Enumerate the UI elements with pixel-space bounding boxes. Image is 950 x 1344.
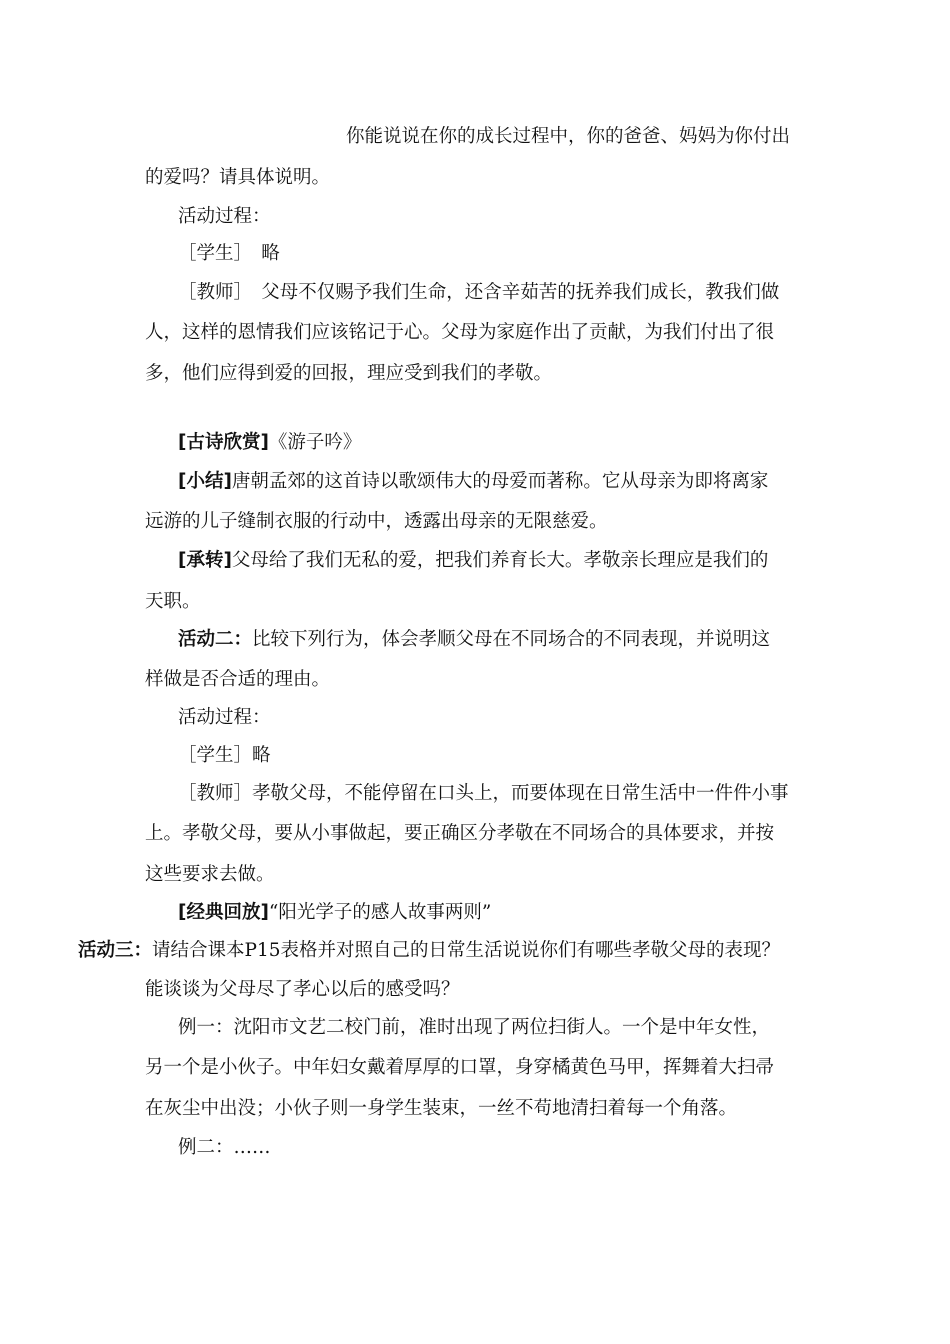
activity2-process-label: 活动过程：	[178, 707, 271, 728]
activity-process-label: 活动过程：	[178, 206, 271, 227]
example1-line-3: 在灰尘中出没；小伙子则一身学生装束，一丝不苟地清扫着每一个角落。	[145, 1098, 738, 1119]
activity2-teacher-line-3: 这些要求去做。	[145, 864, 275, 885]
activity3-label: 活动三：	[78, 940, 153, 961]
activity2-line-1	[178, 628, 770, 652]
transition-line-1	[178, 549, 768, 573]
classic-label: [经典回放]	[178, 902, 269, 923]
activity3-text-1: 请结合课本P15表格并对照自己的日常生活说说你们有哪些孝敬父母的表现？	[152, 940, 781, 961]
classic-title: “阳光学子的感人故事两则”	[268, 902, 492, 923]
summary-line-2: 远游的儿子缝制衣服的行动中，透露出母亲的无限慈爱。	[145, 511, 608, 532]
student-response: ［学生］ 略	[178, 243, 280, 264]
activity2-teacher-line-2: 上。孝敬父母，要从小事做起，要正确区分孝敬在不同场合的具体要求，并按	[145, 823, 775, 844]
question-line-1: 你能说说在你的成长过程中，你的爸爸、妈妈为你付出	[346, 126, 791, 147]
summary-line-1	[178, 470, 768, 494]
transition-line-2: 天职。	[145, 591, 201, 612]
activity3-line-1	[78, 939, 780, 963]
transition-label: [承转]	[178, 550, 232, 571]
summary-text-1: 唐朝孟郊的这首诗以歌颂伟大的母爱而著称。它从母亲为即将离家	[231, 471, 769, 492]
activity2-teacher-line-1: ［教师］孝敬父母，不能停留在口头上，而要体现在日常生活中一件件小事	[178, 783, 789, 804]
teacher-text-line-2: 人，这样的恩情我们应该铭记于心。父母为家庭作出了贡献，为我们付出了很	[145, 322, 775, 343]
example1-line-2: 另一个是小伙子。中年妇女戴着厚厚的口罩，身穿橘黄色马甲，挥舞着大扫帚	[145, 1057, 775, 1078]
activity2-line-2: 样做是否合适的理由。	[145, 669, 331, 690]
example1-line-1: 例一：沈阳市文艺二校门前，准时出现了两位扫街人。一个是中年女性，	[178, 1017, 771, 1038]
poem-label: [古诗欣赏]	[178, 432, 269, 453]
activity3-line-2: 能谈谈为父母尽了孝心以后的感受吗？	[145, 979, 460, 1000]
classic-heading	[178, 901, 491, 925]
poem-title: 《游子吟》	[268, 432, 362, 453]
activity2-student-response: ［学生］略	[178, 745, 271, 766]
transition-text-1: 父母给了我们无私的爱，把我们养育长大。孝敬亲长理应是我们的	[231, 550, 769, 571]
question-line-2: 的爱吗？请具体说明。	[145, 167, 331, 188]
example2-line: 例二：……	[178, 1137, 271, 1158]
summary-label: [小结]	[178, 471, 232, 492]
poem-heading	[178, 431, 361, 455]
teacher-text-line-1: ［教师］ 父母不仅赐予我们生命，还含辛茹苦的抚养我们成长，教我们做	[178, 282, 780, 303]
activity2-text-1: 比较下列行为，体会孝顺父母在不同场合的不同表现，并说明这	[252, 629, 771, 650]
teacher-text-line-3: 多，他们应得到爱的回报，理应受到我们的孝敬。	[145, 363, 553, 384]
activity2-label: 活动二：	[178, 629, 253, 650]
